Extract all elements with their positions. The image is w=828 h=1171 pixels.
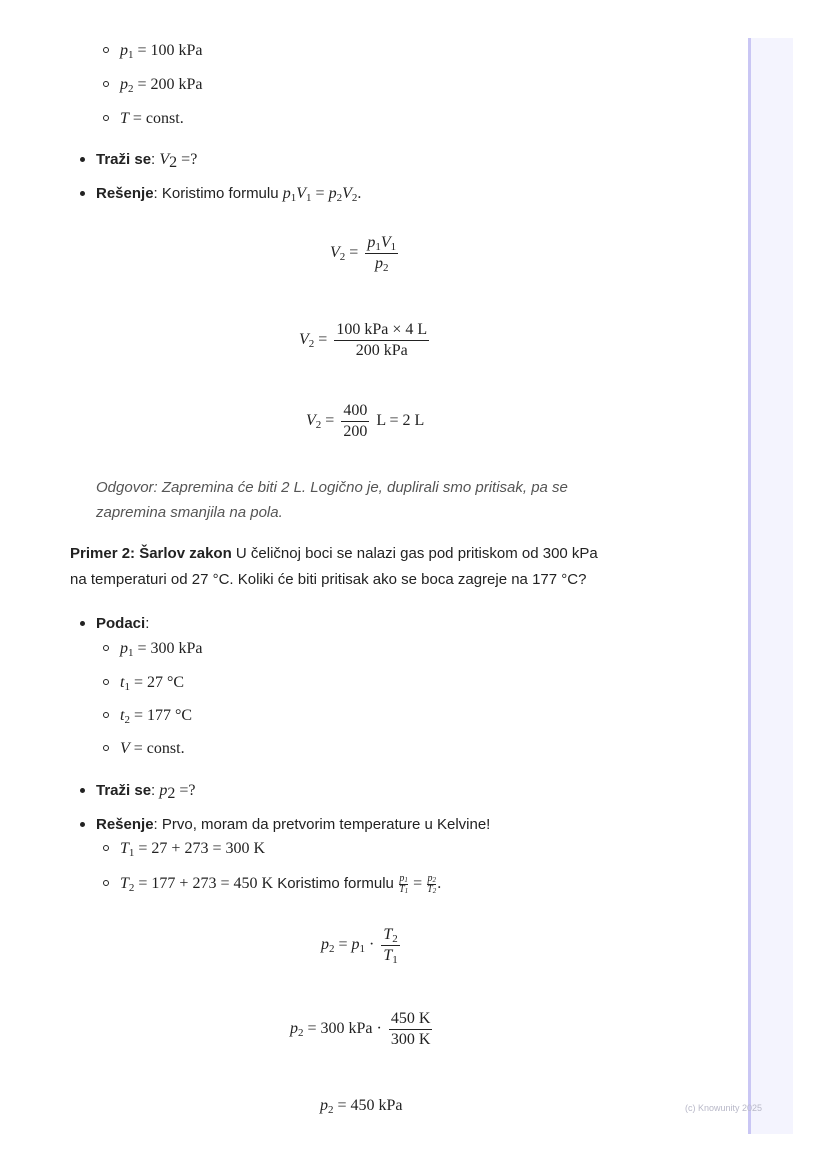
copyright: (c) Knowunity 2025 (685, 1103, 763, 1113)
answer-text: Odgovor: Zapremina će biti 2 L. Logično je, duplirali smo pritisak, pa se zapremina smanjila na pola. (96, 479, 568, 521)
solution-item: Rešenje: Prvo, moram da pretvorim temperature u Kelvine! (96, 815, 490, 835)
given-item: $p_1 = 100$ kPa (120, 41, 203, 61)
find-item: Traži se: $V_2$ =? (96, 150, 197, 170)
given-item: $p_2 = 200$ kPa (120, 75, 203, 95)
step-item: $T_2 = 177 + 273 = 450$ K Koristimo formulu $\frac{p_1}{T_1}$ = $\frac{p_2}{T_2}$ . (120, 874, 441, 895)
equation-1: $V_2$ = $\frac{p_1V_1}{p_2}$ (330, 234, 397, 274)
solution-item: Rešenje: Koristimo formulu $p_1V_1 = p_2V_2$. (96, 184, 361, 204)
equation-6: $p_2 = 450$ kPa (320, 1097, 403, 1116)
find-item: Traži se: $p_2$ =? (96, 781, 196, 801)
example-2-paragraph: Primer 2: Šarlov zakon U čeličnoj boci se nalazi gas pod pritiskom od 300 kPa na temperaturi od 27 °C. Koliki će biti pritisak ako se boca zagreje na 177 °C? (70, 545, 598, 588)
equation-3: $V_2$ = $\frac{400}{200}$ L = 2 L (306, 402, 425, 440)
given-label-item: Podaci: (96, 614, 149, 634)
step-item: $T_1 = 27 + 273 = 300$ K (120, 839, 265, 859)
equation-4: $p_2 = p_1$ · $\frac{T_2}{T_1}$ (321, 926, 398, 966)
equation-5: $p_2 = 300$ kPa · $\frac{450 K}{300 K}$ (290, 1010, 431, 1048)
side-panel (748, 38, 793, 1134)
given-item: $t_1 = 27$ °C (120, 673, 184, 693)
given-item: V = const. (120, 739, 185, 759)
given-item: $p_1 = 300$ kPa (120, 639, 203, 659)
given-item: T = const. (120, 109, 184, 129)
given-item: $t_2 = 177$ °C (120, 706, 192, 726)
equation-2: $V_2$ = $\frac{\text{100 kPa × 4 L}}{\text{200 kPa}}$ (299, 321, 428, 359)
